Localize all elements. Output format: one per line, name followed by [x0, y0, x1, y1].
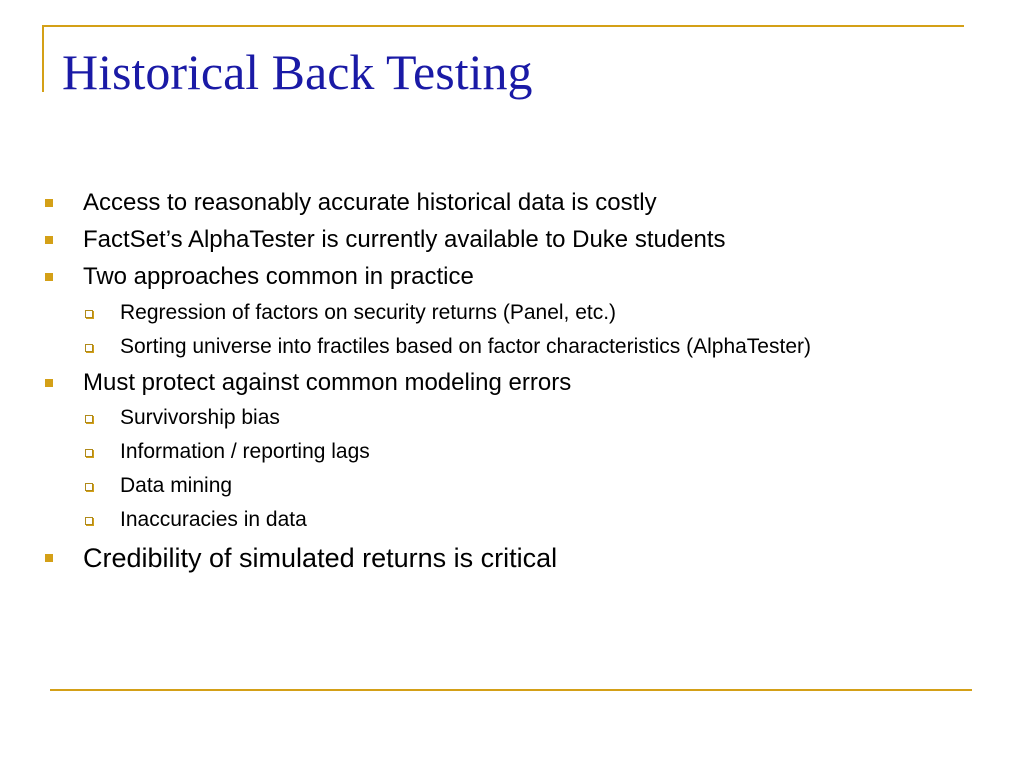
bullet-text: Access to reasonably accurate historical data is costly	[83, 189, 657, 216]
sub-bullet-text: Inaccuracies in data	[120, 508, 307, 531]
bullet-item	[83, 541, 557, 575]
hollow-square-bullet-icon	[85, 449, 93, 457]
square-bullet-icon	[45, 554, 53, 562]
sub-bullet-item	[120, 300, 616, 326]
sub-bullet-text: Information / reporting lags	[120, 440, 370, 463]
sub-bullet-text: Regression of factors on security returns (Panel, etc.)	[120, 301, 617, 324]
sub-bullet-text: Survivorship bias	[120, 406, 280, 429]
sub-bullet-item	[120, 405, 280, 431]
square-bullet-icon	[45, 236, 53, 244]
sub-bullet-item	[120, 334, 811, 360]
bullet-item	[83, 262, 474, 292]
square-bullet-icon	[45, 273, 53, 281]
slide-title: Historical Back Testing	[62, 44, 533, 100]
sub-bullet-item	[120, 507, 307, 533]
hollow-square-bullet-icon	[85, 517, 93, 525]
square-bullet-icon	[45, 379, 53, 387]
top-rule-horizontal	[42, 25, 964, 27]
bullet-item	[83, 368, 571, 398]
bullet-text: Must protect against common modeling errors	[83, 369, 572, 396]
bullet-item	[83, 225, 726, 255]
bullet-text: FactSet’s AlphaTester is currently available to Duke students	[83, 226, 726, 253]
hollow-square-bullet-icon	[85, 310, 93, 318]
top-rule-vertical	[42, 25, 44, 92]
hollow-square-bullet-icon	[85, 344, 93, 352]
bullet-item	[83, 188, 657, 218]
bullet-text: Two approaches common in practice	[83, 263, 474, 290]
hollow-square-bullet-icon	[85, 483, 93, 491]
sub-bullet-text: Data mining	[120, 474, 233, 497]
bottom-rule	[50, 689, 972, 691]
hollow-square-bullet-icon	[85, 415, 93, 423]
bullet-text: Credibility of simulated returns is critical	[83, 543, 558, 573]
sub-bullet-item	[120, 473, 232, 499]
sub-bullet-text: Sorting universe into fractiles based on factor characteristics (AlphaTester)	[120, 335, 811, 358]
square-bullet-icon	[45, 199, 53, 207]
sub-bullet-item	[120, 439, 370, 465]
